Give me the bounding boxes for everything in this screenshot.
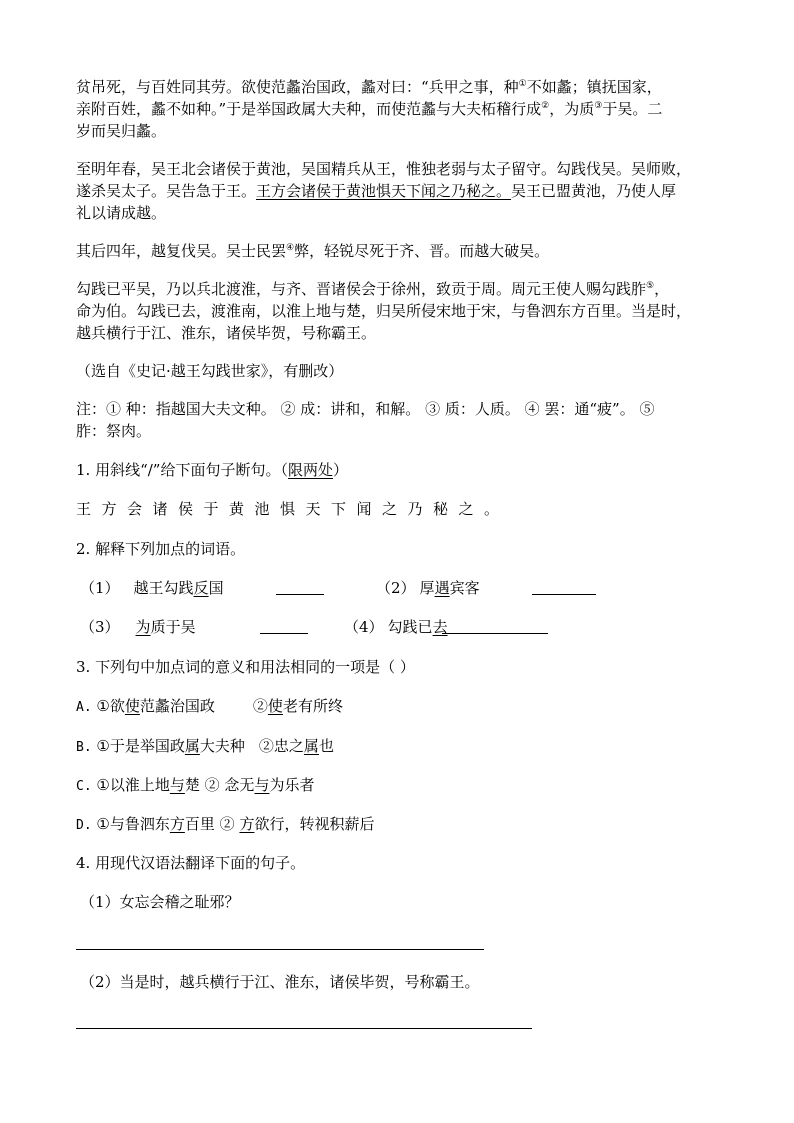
passage-line: 岁而吴归蠡。	[76, 122, 167, 140]
passage-text: 遂杀吴太子。吴告急于王。	[76, 182, 257, 200]
question-2-item-1	[80, 577, 224, 599]
answer-blank[interactable]	[276, 578, 324, 595]
dotted-word: 属	[184, 737, 200, 755]
option-text: ②	[252, 697, 268, 715]
question-2-item-2	[376, 577, 480, 599]
item-text: 越王勾践	[133, 579, 194, 597]
option-text: 百里 ②	[184, 815, 240, 833]
item-text: 国	[208, 579, 224, 597]
passage-line: 至明年春，吴王北会诸侯于黄池，吴国精兵从王，惟独老弱与太子留守。勾践伐吴。吴师败，	[76, 160, 692, 178]
option-text: ①与鲁泗东	[91, 815, 170, 833]
passage-line: 礼以请成越。	[76, 204, 167, 222]
question-2-item-3	[80, 616, 196, 638]
notes-line: 胙：祭肉。	[76, 422, 152, 440]
dotted-word: 与	[254, 776, 270, 794]
passage-text: 吴王已盟黄池，乃使人厚	[511, 182, 677, 200]
option-c[interactable]	[76, 774, 314, 798]
option-letter: D.	[76, 818, 92, 833]
dotted-word: 遇	[434, 579, 450, 597]
dotted-word: 反	[193, 579, 209, 597]
passage-line: 越兵横行于江、淮东，诸侯毕贺，号称霸王。	[76, 324, 377, 342]
question-3-title: 3. 下列句中加点词的意义和用法相同的一项是（ ）	[76, 658, 415, 676]
passage-text: 弊，轻锐尽死于齐、晋。而越大破吴。	[294, 242, 550, 260]
option-d[interactable]	[76, 813, 374, 837]
option-a[interactable]	[76, 695, 343, 719]
answer-blank[interactable]	[442, 617, 548, 634]
option-b[interactable]	[76, 735, 334, 759]
item-number: （4）	[344, 618, 384, 636]
passage-text: ，为质	[549, 100, 595, 118]
item-text: 勾践已	[387, 618, 433, 636]
dotted-word: 使	[124, 697, 140, 715]
answer-blank[interactable]	[260, 617, 308, 634]
option-text: 大夫种	[199, 737, 245, 755]
question-2-item-4	[344, 616, 448, 638]
answer-line[interactable]	[76, 949, 484, 950]
answer-line[interactable]	[76, 1028, 532, 1029]
option-text: ①以淮上地	[91, 776, 170, 794]
item-number: （3）	[80, 618, 120, 636]
passage-text: 于吴。二	[602, 100, 663, 118]
notes-line: 注：① 种：指越国大夫文种。 ② 成：讲和，和解。 ③ 质：人质。 ④ 罢：通“疲”。 ⑤	[76, 400, 655, 418]
question-4-sentence-2: （2）当是时，越兵横行于江、淮东，诸侯毕贺，号称霸王。	[80, 973, 480, 991]
dotted-word: 使	[267, 697, 283, 715]
option-text: 为乐者	[269, 776, 315, 794]
question-4-title: 4. 用现代汉语法翻译下面的句子。	[76, 854, 306, 872]
option-text: 楚 ② 念无	[184, 776, 255, 794]
option-letter: B.	[76, 740, 92, 755]
question-1-sentence: 王方会诸侯于黄池惧天下闻之乃秘之。	[76, 500, 510, 518]
dotted-word: 方	[169, 815, 185, 833]
option-text: ①欲	[91, 697, 125, 715]
passage-line: 命为伯。勾践已去，渡淮南，以淮上地与楚，归吴所侵宋地于宋，与鲁泗东方百里。当是时，	[76, 302, 692, 320]
footnote-marker: ①	[518, 79, 527, 89]
passage-line	[76, 98, 662, 120]
item-text: 宾客	[449, 579, 480, 597]
option-text: 欲行，转视积薪后	[254, 815, 375, 833]
underlined-text: 限两处	[287, 461, 333, 479]
item-number: （1）	[80, 579, 120, 597]
passage-text: 其后四年，越复伐吴。吴士民罢	[76, 242, 287, 260]
option-letter: A.	[76, 700, 92, 715]
passage-line	[76, 180, 676, 202]
footnote-marker: ②	[541, 101, 550, 111]
passage-text: ，	[654, 280, 670, 298]
passage-line	[76, 76, 662, 98]
dotted-word: 属	[303, 737, 319, 755]
passage-line	[76, 240, 549, 262]
passage-text: 不如蠡；镇抚国家，	[526, 78, 662, 96]
option-text: 老有所终	[282, 697, 343, 715]
footnote-marker: ④	[286, 243, 295, 253]
answer-blank[interactable]	[532, 578, 596, 595]
option-text: ②忠之	[258, 737, 304, 755]
passage-text: 贫吊死，与百姓同其劳。欲使范蠡治国政，蠡对曰：“兵甲之事，种	[76, 78, 519, 96]
footnote-marker: ③	[594, 101, 603, 111]
option-text: 也	[318, 737, 334, 755]
question-2-title: 2. 解释下列加点的词语。	[76, 540, 246, 558]
underlined-sentence: 王方会诸侯于黄池惧天下闻之乃秘之。	[256, 182, 512, 200]
question-text: ）	[333, 461, 349, 479]
dotted-word: 去	[432, 618, 448, 636]
passage-text: 亲附百姓，蠡不如种。”于是举国政属大夫种，而使范蠡与大夫柘稽行成	[76, 100, 542, 118]
item-text: 厚	[419, 579, 435, 597]
question-1-title	[76, 459, 348, 481]
dotted-word: 方	[239, 815, 255, 833]
footnote-marker: ⑤	[646, 281, 655, 291]
option-text: 范蠡治国政	[139, 697, 215, 715]
dotted-word: 与	[169, 776, 185, 794]
source-citation: （选自《史记·越王勾践世家》，有删改）	[76, 362, 344, 380]
option-letter: C.	[76, 779, 92, 794]
question-text: 1. 用斜线“/”给下面句子断句。（	[76, 461, 288, 479]
passage-text: 勾践已平吴，乃以兵北渡淮，与齐、晋诸侯会于徐州，致贡于周。周元王使人赐勾践胙	[76, 280, 647, 298]
dotted-word: 为	[135, 618, 151, 636]
passage-line	[76, 278, 669, 300]
option-text: ①于是举国政	[91, 737, 185, 755]
question-4-sentence-1: （1）女忘会稽之耻邪？	[80, 893, 240, 911]
item-number: （2）	[376, 579, 416, 597]
item-text: 质于吴	[150, 618, 196, 636]
